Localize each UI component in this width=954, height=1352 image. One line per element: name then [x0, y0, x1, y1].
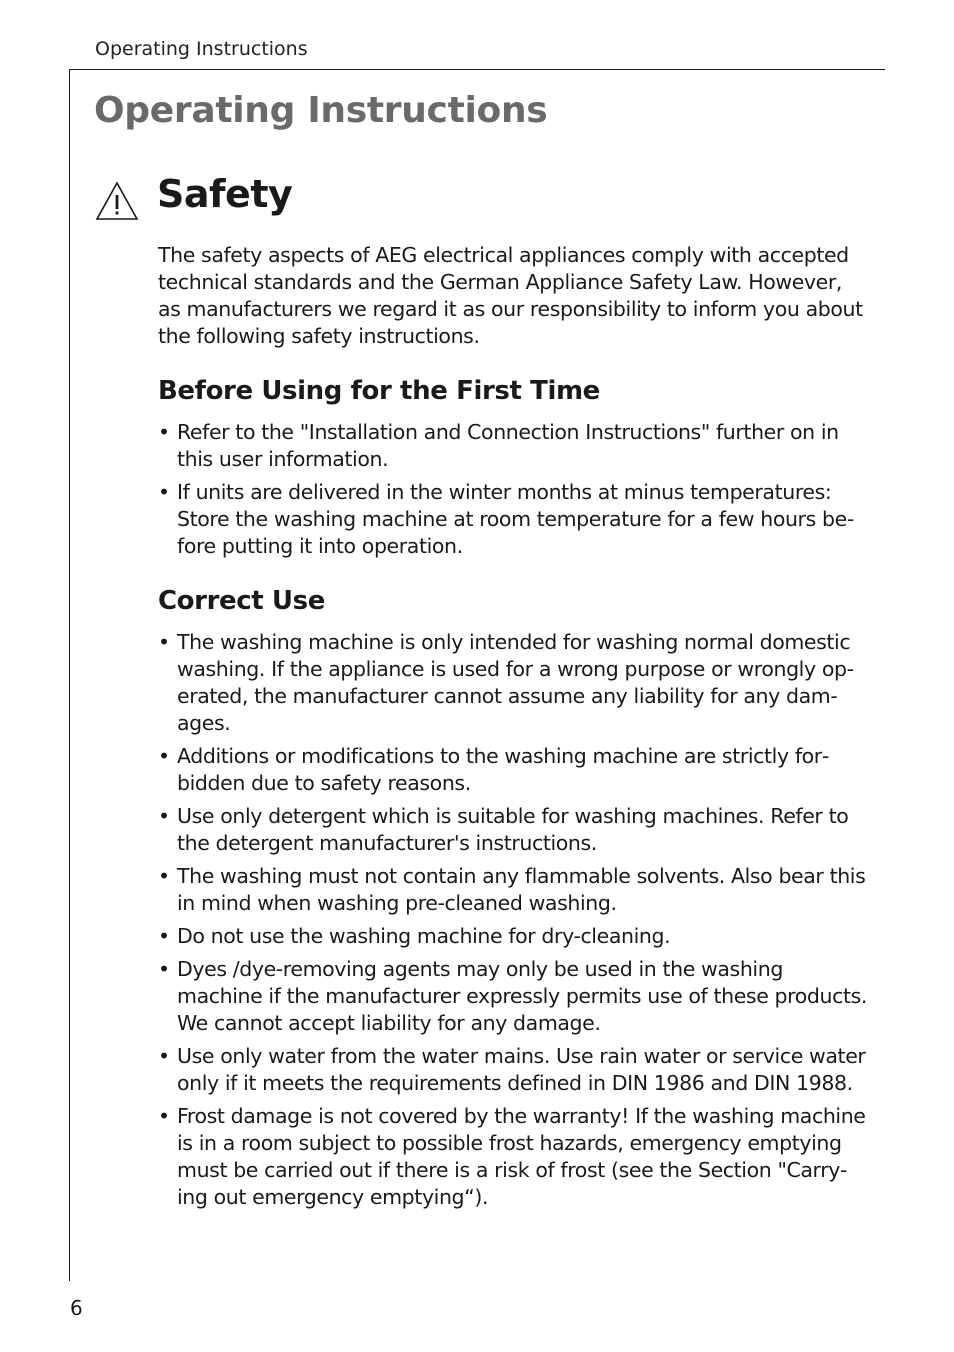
list-item: • Additions or modifications to the washing machine are strictly forbidden due to safety reasons. — [158, 744, 830, 795]
list-item: • The washing must not contain any flammable solvents. Also bear this in mind when washing pre-cleaned washing. — [158, 864, 866, 915]
list-item: • Use only water from the water mains. Use rain water or service water only if it meets the requirements defined in DIN 1986 and DIN 1988. — [158, 1044, 866, 1095]
running-header: Operating Instructions — [95, 38, 308, 60]
list-item: • Use only detergent which is suitable for washing machines. Refer to the detergent manufacturer's instructions. — [158, 804, 849, 855]
chapter-title: Operating Instructions — [94, 90, 548, 131]
bullet-icon: • — [158, 957, 170, 981]
subheading-correct-use: Correct Use — [158, 586, 325, 616]
bullet-icon: • — [158, 1104, 170, 1128]
bullet-icon: • — [158, 1044, 170, 1068]
list-item: • Refer to the "Installation and Connection Instructions" further on in this user information. — [158, 420, 839, 471]
subheading-before-first-use: Before Using for the First Time — [158, 376, 600, 406]
bullet-icon: • — [158, 744, 170, 768]
main-content — [158, 242, 870, 1217]
bullet-icon: • — [158, 804, 170, 828]
warning-triangle-icon — [95, 181, 139, 221]
list-item: • Frost damage is not covered by the warranty! If the washing machine is in a room subject to possible frost hazards, emergency emptying must be carried out if there is a risk of frost (see the Section "Carrying out emergency emptying“). — [158, 1104, 866, 1209]
section-title: Safety — [157, 172, 293, 216]
bullet-icon: • — [158, 924, 170, 948]
page-number: 6 — [70, 1296, 83, 1320]
bullet-icon: • — [158, 630, 170, 654]
list-item: • Do not use the washing machine for dry-cleaning. — [158, 924, 671, 948]
header-rule — [69, 69, 885, 70]
bullet-icon: • — [158, 480, 170, 504]
before-first-use-list — [158, 419, 870, 560]
bullet-icon: • — [158, 864, 170, 888]
list-item: • Dyes /dye-removing agents may only be used in the washing machine if the manufacturer expressly permits use of these products. We cannot accept liability for any damage. — [158, 957, 867, 1035]
correct-use-list — [158, 629, 870, 1211]
side-rule — [69, 69, 70, 1281]
list-item: • The washing machine is only intended for washing normal domestic washing. If the appliance is used for a wrong purpose or wrongly operated, the manufacturer cannot assume any liability for any damages. — [158, 630, 854, 735]
list-item: • If units are delivered in the winter months at minus temperatures: Store the washing machine at room temperature for a few hours before putting it into operation. — [158, 480, 855, 558]
bullet-icon: • — [158, 420, 170, 444]
intro-paragraph: The safety aspects of AEG electrical appliances comply with accepted technical standards and the German Appliance Safety Law. However, as manufacturers we regard it as our responsibility to inform you about the following safety instructions. — [158, 243, 863, 348]
